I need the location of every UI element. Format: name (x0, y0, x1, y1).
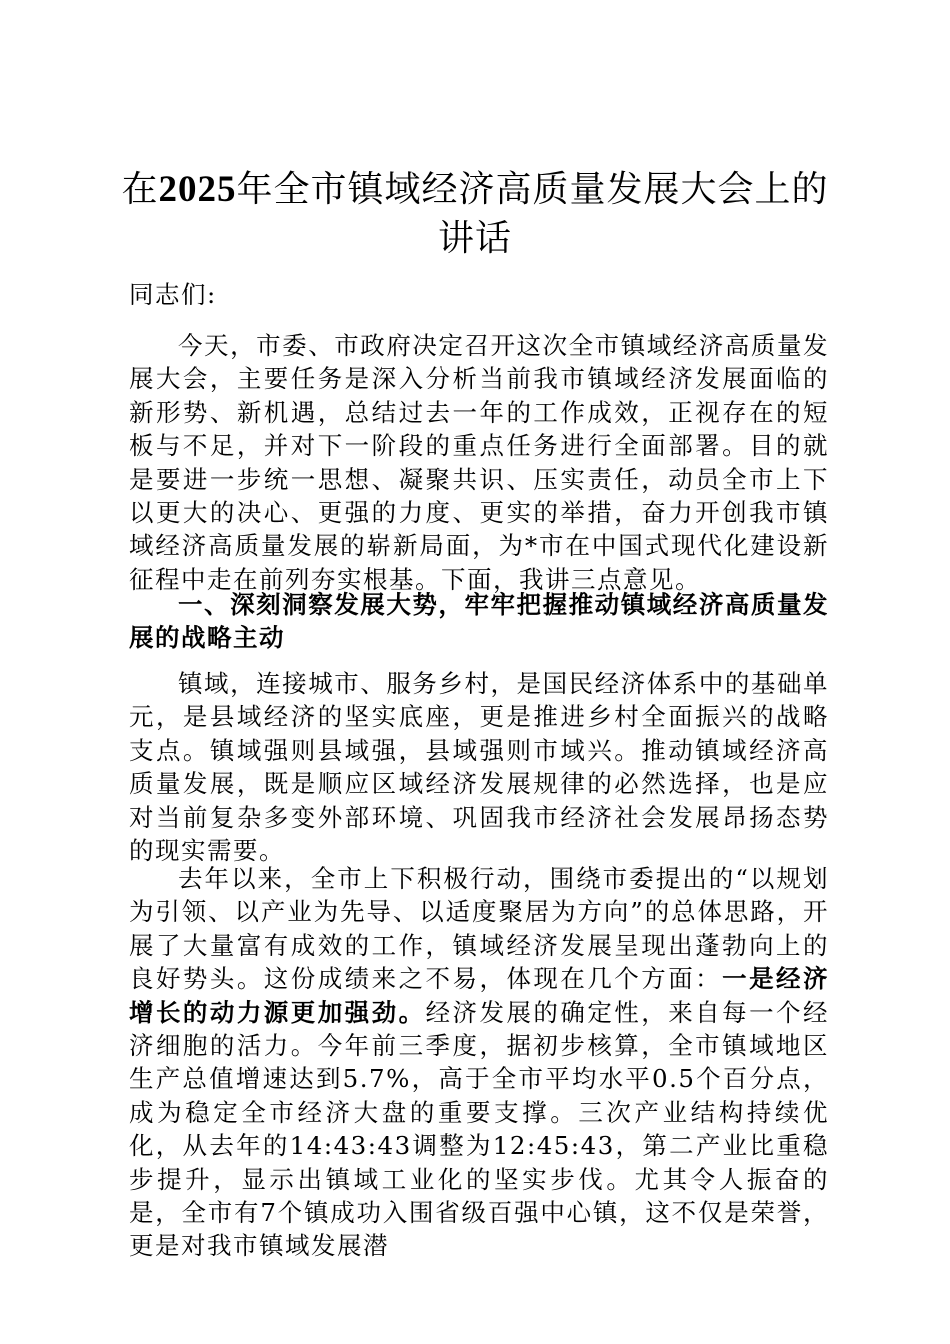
paragraph-achievements-detail: 经济发展的确定性，来自每一个经济细胞的活力。今年前三季度，据初步核算，全市镇域地区生产总值增速达到5.7%，高于全市平均水平0.5个百分点，成为稳定全市经济大盘的重要支撑。三次产业结构持续优化，从去年的14:43:43调整为12:45:43，第二产业比重稳步提升，显示出镇域工业化的坚实步伐。尤其令人振奋的是，全市有7个镇成功入围省级百强中心镇，这不仅是荣誉，更是对我市镇域发展潜 (129, 997, 830, 1261)
paragraph-achievements-intro: 去年以来，全市上下积极行动，围绕市委提出的“以规划为引领、以产业为先导、以适度聚居为方向”的总体思路，开展了大量富有成效的工作，镇域经济发展呈现出蓬勃向上的良好势头。这份成绩来之不易，体现在几个方面： (129, 864, 829, 994)
title-prefix: 在 (121, 169, 159, 210)
document-title-line1 (120, 165, 830, 215)
title-year: 2025 (158, 169, 237, 210)
paragraph-achievements (129, 862, 829, 1263)
salutation: 同志们: (129, 280, 217, 309)
document-title-line2: 讲话 (437, 218, 512, 259)
paragraph-intro: 今天，市委、市政府决定召开这次全市镇域经济高质量发展大会，主要任务是深入分析当前我市镇域经济发展面临的新形势、新机遇，总结过去一年的工作成效，正视存在的短板与不足，并对下一阶段的重点任务进行全面部署。目的就是要进一步统一思想、凝聚共识、压实责任，动员全市上下以更大的决心、更强的力度、更实的举措，奋力开创我市镇域经济高质量发展的崭新局面，为*市在中国式现代化建设新征程中走在前列夯实根基。下面，我讲三点意见。 (129, 331, 829, 594)
section-heading-1: 一、深刻洞察发展大势，牢牢把握推动镇域经济高质量发展的战略主动 (129, 590, 829, 653)
paragraph-achievements-bold-point: 一是经济增长的动力源更加强劲。 (129, 964, 830, 1027)
title-suffix: 年全市镇域经济高质量发展大会上的 (236, 169, 829, 210)
paragraph-township-role: 镇域，连接城市、服务乡村，是国民经济体系中的基础单元，是县域经济的坚实底座，更是推进乡村全面振兴的战略支点。镇域强则县域强，县域强则市域兴。推动镇域经济高质量发展，既是顺应区域经济发展规律的必然选择，也是应对当前复杂多变外部环境、巩固我市经济社会发展昂扬态势的现实需要。 (129, 669, 829, 866)
